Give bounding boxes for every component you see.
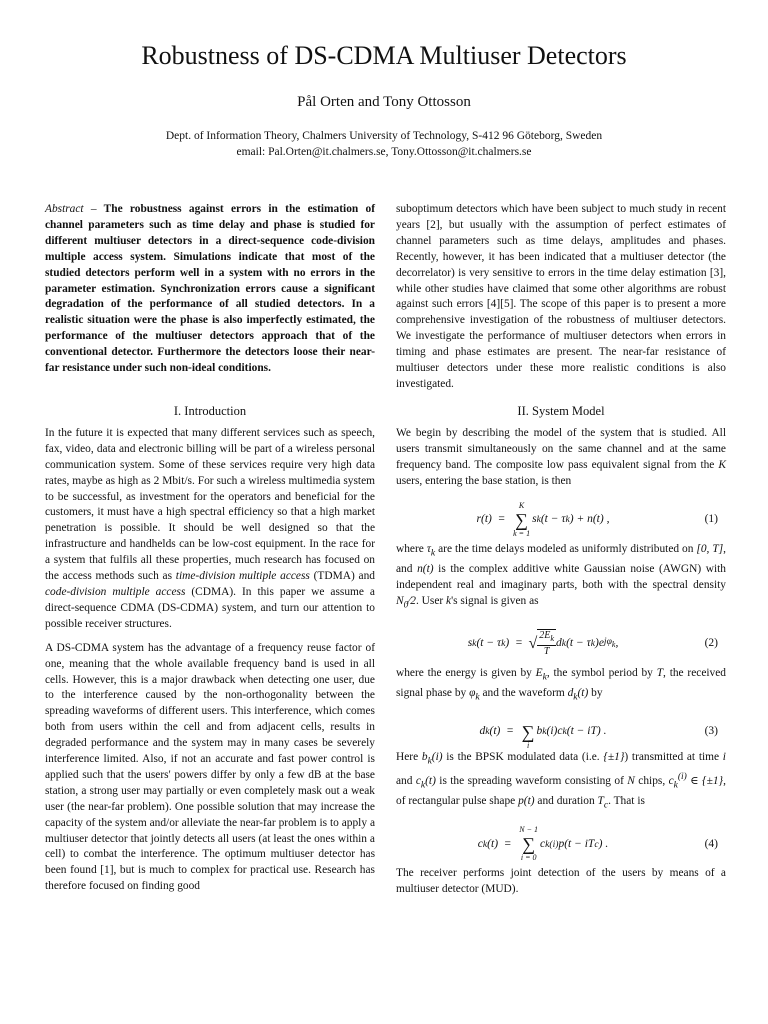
equation-1: r(t) = K ∑ k = 1 s k (t − τ k ) + n(t) , (1): [396, 498, 726, 542]
system-paragraph-2: where $\tau_k$ are the time delays modeled as uniformly distributed on [0, T], and n(t) is the complex additive white Gaussian noise (AWGN) with independent real and imaginary parts, both with the spectral density $N_0⁄2$. User k's signal is given as: [396, 542, 726, 610]
paper-authors: Pål Orten and Tony Ottosson: [297, 94, 471, 110]
equation-3-number: (3): [704, 725, 718, 738]
abstract-text: The robustness against errors in the estimation of channel parameters such as time delay and phase is studied for different multiuser detectors in a direct-sequence code-division multiple access system. Simulations indicate that most of the studied detectors perform well in a system with no errors in the parameter estimation. Synchronization errors cause a significant degradation of the performance of all studied detectors. In a realistic situation were the phase is also imperfectly estimated, the performance of the multiuser detectors approach that of the conventional detector. Furthermore the detectors loose their near-far resistance under such non-ideal conditions.: [45, 203, 375, 375]
equation-4: c k (t) = N − 1 ∑ i = 0 c k (i) p(t − iT c ) . (4): [396, 822, 726, 866]
equation-1-number: (1): [704, 512, 718, 525]
system-paragraph-5: The receiver performs joint detection of the users by means of a multiuser detector (MUD).: [396, 867, 726, 896]
author-email: email: Pal.Orten@it.chalmers.se, Tony.Ottosson@it.chalmers.se: [236, 146, 532, 158]
system-paragraph-3: where the energy is given by $E_k$, the symbol period by T, the received signal phase by $\varphi_k$ and the waveform $d_k(t)$ by: [396, 666, 726, 703]
paper-title: Robustness of DS-CDMA Multiuser Detectors: [141, 41, 627, 70]
intro-section: [45, 404, 375, 903]
intro-heading: I. Introduction: [173, 404, 247, 418]
system-model-heading: II. System Model: [517, 404, 605, 418]
intro-continuation: suboptimum detectors which have been subject to much study in recent years [2], but usually with the assumption of perfect estimates of channel parameters such as time delays, amplitudes and phases. Recently, however, it has been indicated that a multiuser detector (the decorrelator) is very sensitive to errors in the time delay estimation [3], while other studies have claimed that some other algorithms are robust against such errors [4][5]. The scope of this paper is to present a more comprehensive investigation of the robustness of multiuser detectors. We investigate the performance of multiuser detectors when errors in timing and phase estimates are present. The near-far resistance of multiuser detectors under these more realistic conditions is also investigated.: [396, 203, 726, 390]
intro-paragraph-1: In the future it is expected that many different services such as speech, fax, video, data and electronic billing will be part of a wireless personal communication system. Some of these services require very high data rates, maybe as high as 2 Mbit/s. For such a wireless multimedia system to be successful, as investment for the operators and beneficial for the customers, it must have a high spectral efficiency so that a high market penetration is possible. It should be well designed so that the infrastructure and handhelds can be low-cost equipment. In the race for a system that fulfils all these properties, much research has focused on the access methods such as time-division multiple access (TDMA) and code-division multiple access (CDMA). In this paper we assume a direct-sequence CDMA (DS-CDMA) system, and turn our attention to possible receiver structures.: [45, 426, 375, 630]
equation-3: d k (t) = ∑ i b k (i)c k (t − iT) . (3): [396, 714, 726, 750]
system-model-section: [396, 404, 726, 906]
right-column-top: [396, 202, 726, 401]
abstract-label: Abstract –: [45, 203, 97, 215]
equation-2-number: (2): [704, 636, 718, 649]
equation-4-number: (4): [704, 837, 718, 850]
abstract: [45, 202, 375, 377]
intro-paragraph-2: A DS-CDMA system has the advantage of a frequency reuse factor of one, meaning that the whole available frequency band is used in all cells. However, this is a major drawback when detecting one user, due to the interference caused by the non-orthogonality between the spreading waveforms of different users. This interference, which comes both from users within the cell and from adjacent cells, results in degraded performance and the system may in many cases be severely interference limited. Also, if not an accurate and fast power control is applied such that the users' powers differ by only a few dB at the base station, a strong user may partially or even completely mask out a weak user (the near-far problem). One possible solution that may increase the capacity of the system and/or alleviate the near-far problem is to apply a multiuser detector that jointly detects all users (at least the ones within a cell) to combat the interference. The optimum multiuser detector has been found [1], but is much to complex for practical use. Research has therefore focused on finding good: [45, 641, 375, 893]
affiliation: Dept. of Information Theory, Chalmers University of Technology, S-412 96 Göteborg, Sweden: [165, 130, 603, 142]
system-paragraph-4: Here $b_k(i)$ is the BPSK modulated data (i.e. {±1}) transmitted at time i and $c_k(t)$ is the spreading waveform consisting of N chips, $c_k^{(i)}$ ∈ {±1}, of rectangular pulse shape p(t) and duration $T_c$. That is: [396, 751, 726, 811]
left-column: [45, 202, 375, 385]
equation-2: s k (t − τ k ) = √ $\frac{2E_k}{T}$ d k (t − τ k )e $j\varphi_k$ , (2): [396, 622, 726, 666]
affiliation-block: [0, 128, 768, 160]
system-paragraph-1: We begin by describing the model of the system that is studied. All users transmit simultaneously on the same channel and at the same frequency band. The composite low pass equivalent signal from the K users, entering the base station, is then: [396, 426, 726, 487]
